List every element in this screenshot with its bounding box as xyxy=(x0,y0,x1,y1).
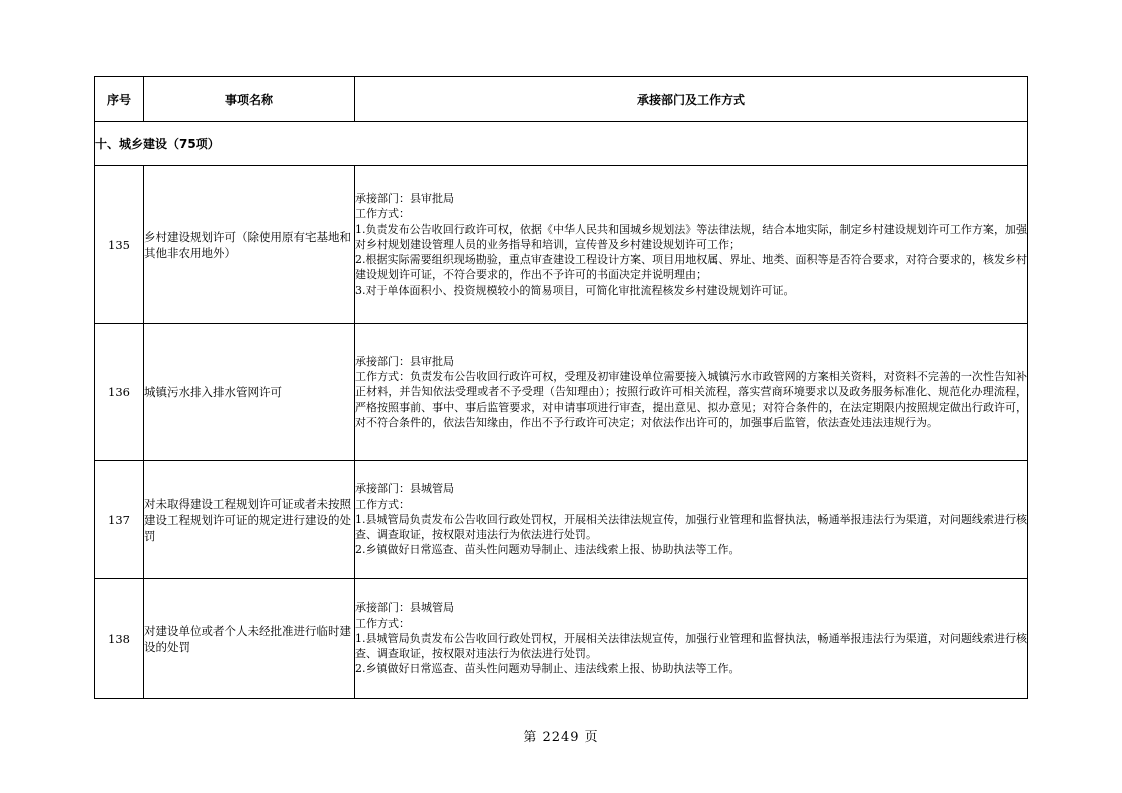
desc-line: 1.负责发布公告收回行政许可权，依据《中华人民共和国城乡规划法》等法律法规，结合本地实际，制定乡村建设规划许可工作方案，加强对乡村规划建设管理人员的业务指导和培训，宣传普及乡村建设规划许可工作； xyxy=(355,222,1027,251)
desc-line: 承接部门：县城管局 xyxy=(355,482,454,496)
desc-line: 承接部门：县城管局 xyxy=(355,601,454,615)
table-row xyxy=(95,579,1028,699)
desc-line: 工作方式： xyxy=(355,497,410,511)
row-number: 137 xyxy=(95,461,144,579)
item-name: 对建设单位或者个人未经批准进行临时建设的处罚 xyxy=(144,579,355,699)
table-header-row xyxy=(95,77,1028,122)
item-description xyxy=(355,579,1028,699)
desc-line: 1.县城管局负责发布公告收回行政处罚权，开展相关法律法规宣传，加强行业管理和监督执法，畅通举报违法行为渠道，对问题线索进行核查、调查取证，按权限对违法行为依法进行处罚。 xyxy=(355,512,1027,542)
row-number: 135 xyxy=(95,166,144,324)
item-name: 城镇污水排入排水管网许可 xyxy=(144,324,355,461)
header-name: 事项名称 xyxy=(144,77,355,122)
section-title: 十、城乡建设（75项） xyxy=(95,122,1028,166)
row-number: 136 xyxy=(95,324,144,461)
row-number: 138 xyxy=(95,579,144,699)
desc-line: 工作方式：负责发布公告收回行政许可权，受理及初审建设单位需要接入城镇污水市政管网的方案相关资料，对资料不完善的一次性告知补正材料，并告知依法受理或者不予受理（告知理由）；按照行政许可相关流程，落实营商环境要求以及政务服务标准化、规范化办理流程，严格按照事前、事中、事后监管要求，对申请事项进行审查，提出意见、拟办意见；对符合条件的，在法定期限内按照规定做出行政许可，对不符合条件的，依法告知缘由，作出不予行政许可决定；对依法作出许可的，加强事后监管，依法查处违法违规行为。 xyxy=(355,370,1027,429)
page-number: 第 2249 页 xyxy=(523,730,599,745)
table-row xyxy=(95,461,1028,579)
desc-line: 承接部门：县审批局 xyxy=(355,191,454,205)
header-dept: 承接部门及工作方式 xyxy=(355,77,1028,122)
items-table xyxy=(94,76,1028,699)
desc-line: 承接部门：县审批局 xyxy=(355,354,454,368)
item-name: 对未取得建设工程规划许可证或者未按照建设工程规划许可证的规定进行建设的处罚 xyxy=(144,461,355,579)
desc-line: 2.乡镇做好日常巡查、苗头性问题劝导制止、违法线索上报、协助执法等工作。 xyxy=(355,662,740,676)
desc-line: 2.乡镇做好日常巡查、苗头性问题劝导制止、违法线索上报、协助执法等工作。 xyxy=(355,543,740,557)
table-row xyxy=(95,324,1028,461)
table-row xyxy=(95,166,1028,324)
desc-line: 3.对于单体面积小、投资规模较小的简易项目，可简化审批流程核发乡村建设规划许可证。 xyxy=(355,283,795,297)
desc-line: 工作方式： xyxy=(355,616,410,630)
item-description xyxy=(355,461,1028,579)
header-no: 序号 xyxy=(95,77,144,122)
desc-line: 1.县城管局负责发布公告收回行政处罚权，开展相关法律法规宣传，加强行业管理和监督执法，畅通举报违法行为渠道，对问题线索进行核查、调查取证，按权限对违法行为依法进行处罚。 xyxy=(355,631,1027,661)
item-name: 乡村建设规划许可（除使用原有宅基地和其他非农用地外） xyxy=(144,166,355,324)
desc-line: 2.根据实际需要组织现场勘验，重点审查建设工程设计方案、项目用地权属、界址、地类、面积等是否符合要求，对符合要求的，核发乡村建设规划许可证，不符合要求的，作出不予许可的书面决定并说明理由； xyxy=(355,253,1027,282)
desc-line: 工作方式： xyxy=(355,207,410,221)
item-description xyxy=(355,166,1028,324)
section-row xyxy=(95,122,1028,166)
item-description xyxy=(355,324,1028,461)
